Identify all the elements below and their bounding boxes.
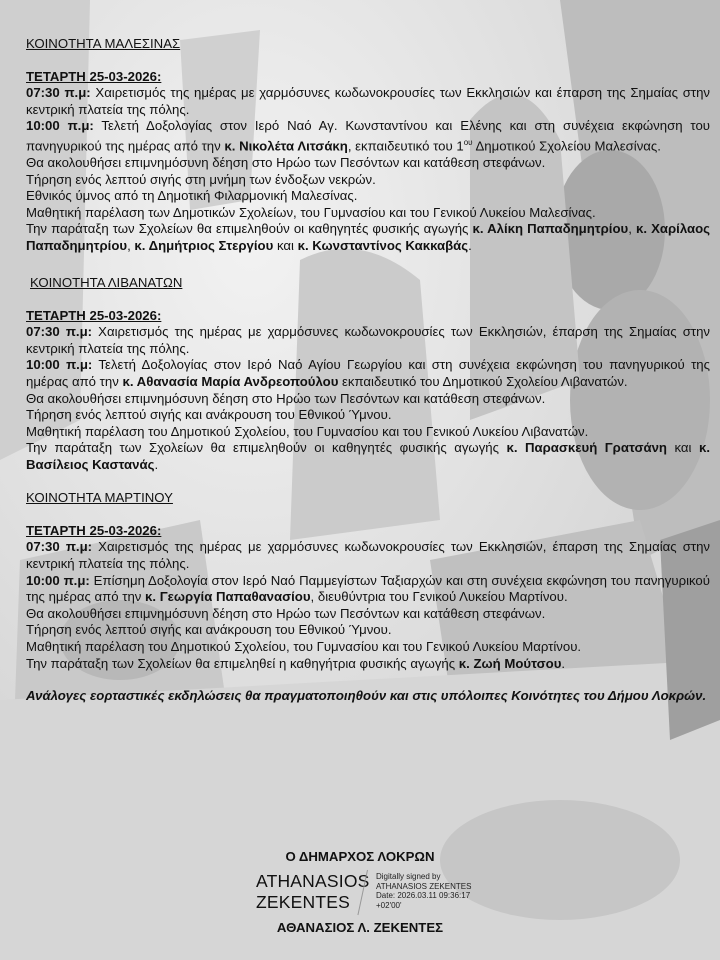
program-line: Τήρηση ενός λεπτού σιγής και ανάκρουση του Εθνικού Ύμνου. — [26, 407, 392, 423]
speaker-name: κ. Αθανασία Μαρία Ανδρεοπούλου — [122, 374, 339, 390]
teacher-name: κ. Παρασκευή Γρατσάνη — [506, 440, 667, 456]
time-label: 10:00 π.μ: — [26, 118, 94, 134]
announcement-document — [26, 36, 710, 705]
program-line: Μαθητική παρέλαση του Δημοτικού Σχολείου, του Γυμνασίου και του Γενικού Λυκείου Λιβανατών. — [26, 423, 589, 439]
mayor-title: Ο ΔΗΜΑΡΧΟΣ ΛΟΚΡΩΝ — [285, 849, 435, 864]
closing-note: Ανάλογες εορταστικές εκδηλώσεις θα πραγματοποιηθούν και στις υπόλοιπες Κοινότητες του Δήμου Λοκρών. — [26, 688, 707, 704]
item-text: Χαιρετισμός της ημέρας με χαρμόσυνες κωδωνοκρουσίες των Εκκλησιών, έπαρση της Σημαίας στην κεντρική πλατεία της πόλης. — [26, 539, 710, 572]
schedule-item-0730 — [26, 85, 710, 118]
digital-signature-info — [376, 872, 471, 910]
item-text: , εκπαιδευτικό του 1 — [347, 138, 464, 154]
schedule-item-1000 — [26, 573, 710, 606]
speaker-name: κ. Γεωργία Παπαθανασίου — [145, 589, 311, 605]
section-title: ΚΟΙΝΟΤΗΤΑ ΜΑΛΕΣΙΝΑΣ — [26, 36, 181, 51]
parade-teachers — [26, 656, 710, 673]
section-title: ΚΟΙΝΟΤΗΤΑ ΜΑΡΤΙΝΟΥ — [26, 490, 173, 506]
parade-teachers — [26, 440, 710, 473]
time-label: 07:30 π.μ: — [26, 85, 91, 101]
time-label: 10:00 π.μ: — [26, 357, 93, 373]
section-malesina — [26, 36, 710, 255]
time-label: 10:00 π.μ: — [26, 572, 90, 588]
teacher-name: κ. Χαρίλαος Παπαδημητρίου — [26, 221, 711, 253]
item-text: Επίσημη Δοξολογία στον Ιερό Ναό Παμμεγίστων Ταξιαρχών και στη συνέχεια εκφώνηση του πανηγυρικού της ημέρας από την — [26, 572, 710, 605]
separator: , — [127, 237, 135, 253]
item-text: Δημοτικού Σχολείου Μαλεσίνας. — [472, 138, 661, 154]
item-text: , διευθύντρια του Γενικού Λυκείου Μαρτίνου. — [310, 589, 568, 605]
item-text: Τελετή Δοξολογίας στον Ιερό Ναό Αγ. Κωνσταντίνου και Ελένης και στη συνέχεια εκφώνηση του πανηγυρικού της ημέρας από την — [26, 118, 710, 154]
ordinal-suffix: ου — [463, 137, 473, 147]
section-title: ΚΟΙΝΟΤΗΤΑ ΛΙΒΑΝΑΤΩΝ — [30, 275, 183, 291]
separator: και — [667, 440, 699, 456]
teacher-name: κ. Βασίλειος Καστανάς — [26, 440, 710, 473]
separator: . — [154, 457, 159, 473]
schedule-item-1000 — [26, 118, 710, 155]
separator: . — [468, 237, 472, 253]
separator: και — [273, 237, 298, 253]
speaker-name: κ. Νικολέτα Λιτσάκη — [224, 138, 348, 154]
time-label: 07:30 π.μ: — [26, 539, 93, 555]
signature-info-line: +02'00' — [376, 900, 402, 910]
signature-info-line: Digitally signed by — [376, 872, 441, 881]
signature-info-line: ATHANASIOS ZEKENTES — [376, 881, 472, 891]
program-line: Τήρηση ενός λεπτού σιγής και ανάκρουση του Εθνικού Ύμνου. — [26, 622, 392, 638]
schedule-item-0730 — [26, 324, 710, 357]
program-line: Τήρηση ενός λεπτού σιγής στη μνήμη των ένδοξων νεκρών. — [26, 171, 376, 187]
parade-teachers — [26, 221, 710, 254]
item-text: Την παράταξη των Σχολείων θα επιμεληθούν οι καθηγητές φυσικής αγωγής — [26, 221, 473, 237]
item-text: εκπαιδευτικό του Δημοτικού Σχολείου Λιβανατών. — [338, 374, 628, 390]
section-martino — [26, 490, 710, 672]
digital-signature-name — [256, 871, 370, 913]
program-line: Μαθητική παρέλαση των Δημοτικών Σχολείων, του Γυμνασίου και του Γενικού Λυκείου Μαλεσίνας. — [26, 204, 596, 220]
schedule-item-1000 — [26, 357, 710, 390]
teacher-name: κ. Ζωή Μούτσου — [458, 655, 562, 671]
section-date: ΤΕΤΑΡΤΗ 25-03-2026: — [26, 522, 162, 538]
program-line: Εθνικός ύμνος από τη Δημοτική Φιλαρμονική Μαλεσίνας. — [26, 188, 358, 204]
time-label: 07:30 π.μ: — [26, 324, 93, 340]
item-text: Τελετή Δοξολογίας στον Ιερό Ναό Αγίου Γεωργίου και στη συνέχεια εκφώνηση του πανηγυρικού της ημέρας από την — [26, 357, 710, 390]
schedule-item-0730 — [26, 539, 710, 572]
section-date: ΤΕΤΑΡΤΗ 25-03-2026: — [26, 68, 162, 84]
program-line: Θα ακολουθήσει επιμνημόσυνη δέηση στο Ηρώο των Πεσόντων και κατάθεση στεφάνων. — [26, 154, 546, 170]
section-date: ΤΕΤΑΡΤΗ 25-03-2026: — [26, 307, 162, 323]
program-line: Θα ακολουθήσει επιμνημόσυνη δέηση στο Ηρώο των Πεσόντων και κατάθεση στεφάνων. — [26, 605, 546, 621]
program-line: Θα ακολουθήσει επιμνημόσυνη δέηση στο Ηρώο των Πεσόντων και κατάθεση στεφάνων. — [26, 390, 546, 406]
section-livanates — [26, 275, 710, 474]
signature-name-line: ATHANASIOS — [256, 871, 370, 891]
item-text: Χαιρετισμός της ημέρας με χαρμόσυνες κωδωνοκρουσίες των Εκκλησιών, έπαρση της Σημαίας στην κεντρική πλατεία της πόλης. — [26, 324, 710, 356]
separator: , — [628, 221, 636, 237]
teacher-name: κ. Δημήτριος Στεργίου — [134, 237, 274, 253]
item-text: Την παράταξη των Σχολείων θα επιμεληθούν οι καθηγητές φυσικής αγωγής — [26, 440, 507, 456]
teacher-name: κ. Αλίκη Παπαδημητρίου — [472, 221, 629, 237]
separator: . — [561, 655, 566, 671]
teacher-name: κ. Κωνσταντίνος Κακκαβάς — [297, 237, 469, 253]
signature-info-line: Date: 2026.03.11 09:36:17 — [376, 891, 471, 901]
program-line: Μαθητική παρέλαση του Δημοτικού Σχολείου, του Γυμνασίου και του Γενικού Λυκείου Μαρτίνου. — [26, 638, 582, 654]
signature-name-line: ZEKENTES — [256, 892, 350, 912]
item-text: Την παράταξη των Σχολείων θα επιμεληθεί η καθηγήτρια φυσικής αγωγής — [26, 655, 459, 671]
mayor-full-name: ΑΘΑΝΑΣΙΟΣ Λ. ΖΕΚΕΝΤΕΣ — [276, 920, 444, 935]
item-text: Χαιρετισμός της ημέρας με χαρμόσυνες κωδωνοκρουσίες των Εκκλησιών και έπαρση της Σημαίας στην κεντρική πλατεία της πόλης. — [26, 85, 710, 117]
